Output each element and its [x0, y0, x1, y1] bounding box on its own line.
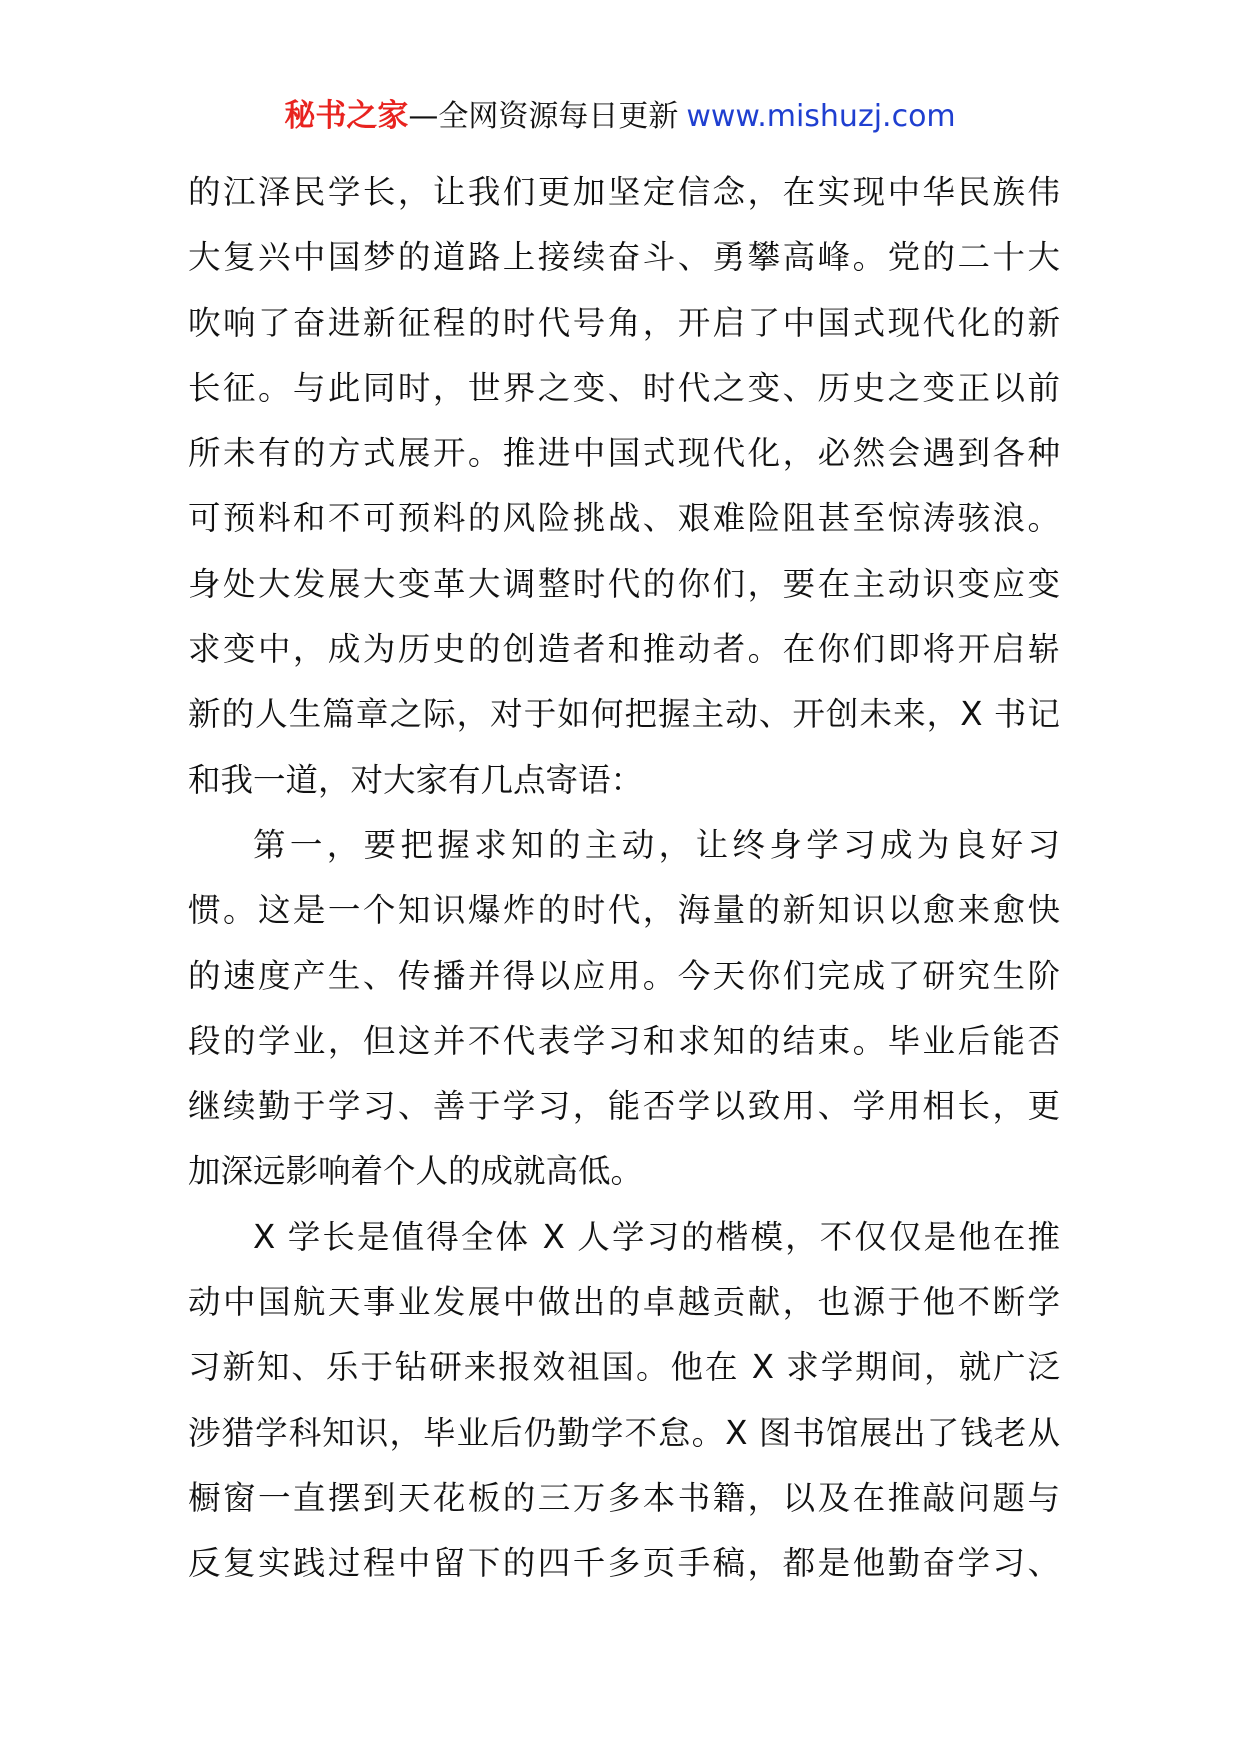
text-line: 反复实践过程中留下的四千多页手稿，都是他勤奋学习、 — [188, 1544, 1060, 1583]
text-line: 加深远影响着个人的成就高低。 — [188, 1152, 644, 1191]
text-line: 继续勤于学习、善于学习，能否学以致用、学用相长，更 — [188, 1087, 1060, 1126]
site-url-link[interactable]: www.mishuzj.com — [686, 99, 956, 134]
text-line: 可预料和不可预料的风险挑战、艰难险阻甚至惊涛骇浪。 — [188, 499, 1060, 538]
text-line: 习新知、乐于钻研来报效祖国。他在 X 求学期间，就广泛 — [188, 1348, 1060, 1387]
text-line: 段的学业，但这并不代表学习和求知的结束。毕业后能否 — [188, 1021, 1060, 1060]
text-line: 涉猎学科知识，毕业后仍勤学不怠。X 图书馆展出了钱老从 — [188, 1413, 1060, 1452]
brand-name: 秘书之家 — [284, 98, 409, 134]
text-line: 橱窗一直摆到天花板的三万多本书籍，以及在推敲问题与 — [188, 1478, 1060, 1517]
text-line: 大复兴中国梦的道路上接续奋斗、勇攀高峰。党的二十大 — [188, 238, 1060, 277]
text-line: 动中国航天事业发展中做出的卓越贡献，也源于他不断学 — [188, 1283, 1060, 1322]
header-tagline: —全网资源每日更新 — [408, 99, 679, 134]
text-line: 所未有的方式展开。推进中国式现代化，必然会遇到各种 — [188, 434, 1060, 473]
text-line: 的速度产生、传播并得以应用。今天你们完成了研究生阶 — [188, 956, 1060, 995]
text-line: 身处大发展大变革大调整时代的你们，要在主动识变应变 — [188, 564, 1060, 603]
paragraph-lead-line: 第一，要把握求知的主动，让终身学习成为良好习 — [253, 825, 1060, 864]
page-header — [0, 96, 1240, 137]
text-line: 惯。这是一个知识爆炸的时代，海量的新知识以愈来愈快 — [188, 891, 1060, 930]
text-line: 的江泽民学长，让我们更加坚定信念，在实现中华民族伟 — [188, 173, 1060, 211]
text-line: 求变中，成为历史的创造者和推动者。在你们即将开启崭 — [188, 630, 1060, 669]
paragraph-lead-line: X 学长是值得全体 X 人学习的楷模，不仅仅是他在推 — [253, 1217, 1060, 1256]
text-line: 和我一道，对大家有几点寄语： — [188, 760, 644, 799]
document-body — [188, 160, 1060, 1597]
text-line: 新的人生篇章之际，对于如何把握主动、开创未来，X 书记 — [188, 695, 1060, 734]
text-line: 吹响了奋进新征程的时代号角，开启了中国式现代化的新 — [188, 303, 1060, 342]
text-line: 长征。与此同时，世界之变、时代之变、历史之变正以前 — [188, 368, 1060, 407]
